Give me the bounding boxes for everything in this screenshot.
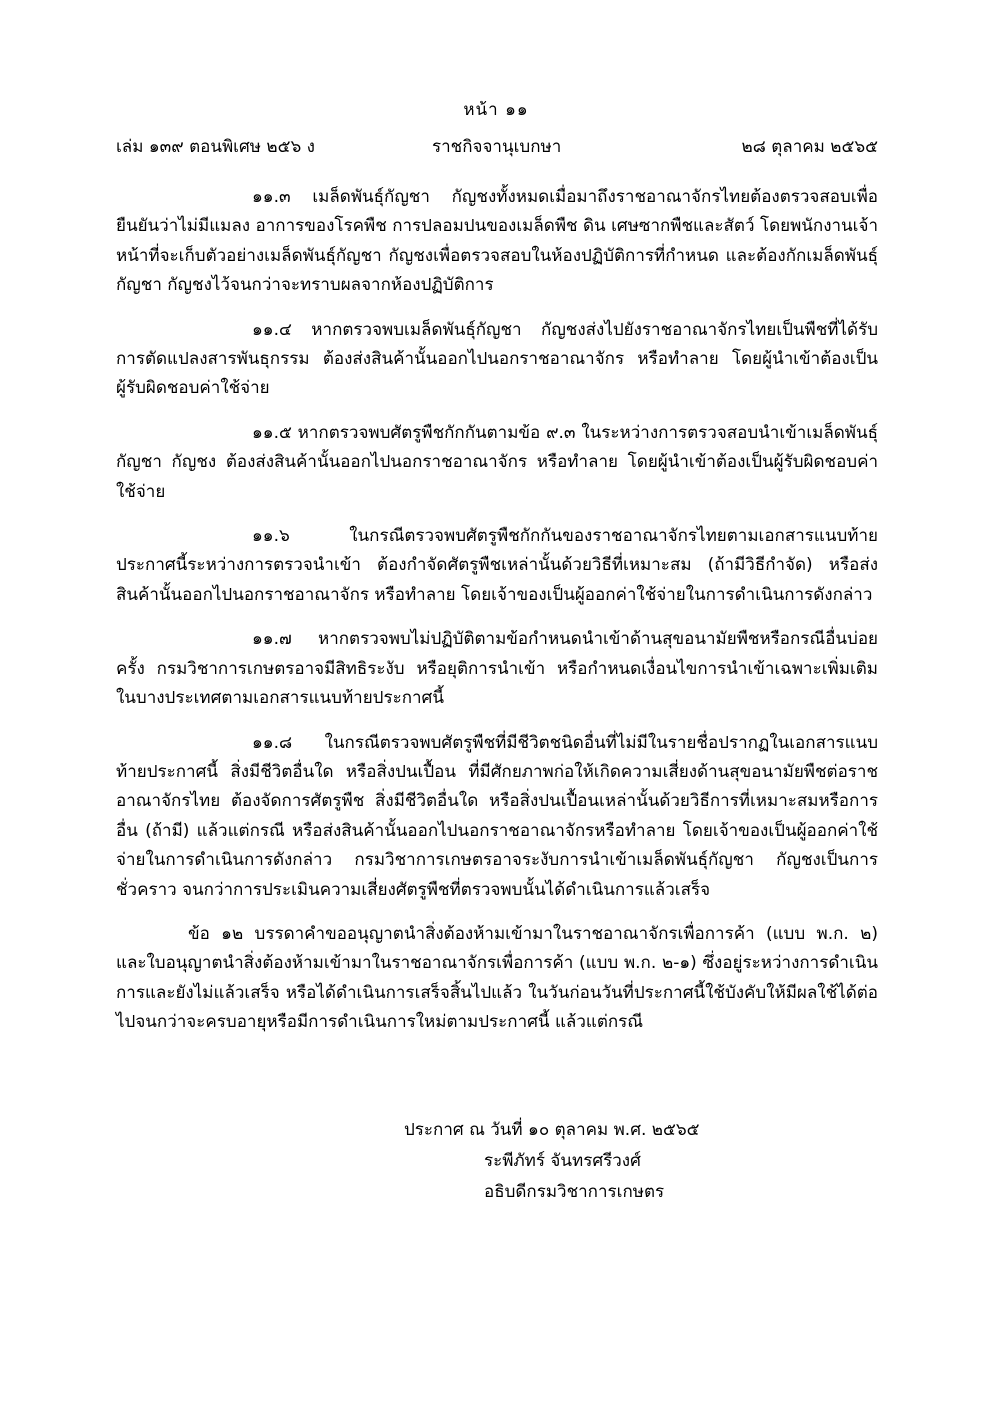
document-body	[116, 183, 878, 1038]
paragraph-11-6: ๑๑.๖ ในกรณีตรวจพบศัตรูพืชกักกันของราชอาณาจักรไทยตามเอกสารแนบท้ายประกาศนี้ระหว่างการตรวจนำเข้า ต้องกำจัดศัตรูพืชเหล่านั้นด้วยวิธีที่เหมาะสม (ถ้ามีวิธีกำจัด) หรือส่งสินค้านั้นออกไปนอกราชอาณาจักร หรือทำลาย โดยเจ้าของเป็นผู้ออกค่าใช้จ่ายในการดำเนินการดังกล่าว	[116, 526, 878, 605]
signatory-name: ระพีภัทร์ จันทรศรีวงศ์	[484, 1151, 641, 1171]
page-number: หน้า ๑๑	[463, 100, 529, 120]
gazette-name: ราชกิจจานุเบกษา	[432, 137, 562, 157]
paragraph-11-8: ๑๑.๘ ในกรณีตรวจพบศัตรูพืชที่มีชีวิตชนิดอื่นที่ไม่มีในรายชื่อปรากฏในเอกสารแนบท้ายประกาศนี้ สิ่งมีชีวิตอื่นใด หรือสิ่งปนเปื้อน ที่มีศักยภาพก่อให้เกิดความเสี่ยงด้านสุขอนามัยพืชต่อราชอาณาจักรไทย ต้องจัดการศัตรูพืช สิ่งมีชีวิตอื่นใด หรือสิ่งปนเปื้อนเหล่านั้นด้วยวิธีการที่เหมาะสมหรือการอื่น (ถ้ามี) แล้วแต่กรณี หรือส่งสินค้านั้นออกไปนอกราชอาณาจักรหรือทำลาย โดยเจ้าของเป็นผู้ออกค่าใช้จ่ายในการดำเนินการดังกล่าว กรมวิชาการเกษตรอาจระงับการนำเข้าเมล็ดพันธุ์กัญชา กัญชงเป็นการชั่วคราว จนกว่าการประเมินความเสี่ยงศัตรูพืชที่ตรวจพบนั้นได้ดำเนินการแล้วเสร็จ	[116, 732, 878, 900]
paragraph-11-4: ๑๑.๔ หากตรวจพบเมล็ดพันธุ์กัญชา กัญชงส่งไปยังราชอาณาจักรไทยเป็นพืชที่ได้รับการตัดแปลงสารพันธุกรรม ต้องส่งสินค้านั้นออกไปนอกราชอาณาจักร หรือทำลาย โดยผู้นำเข้าต้องเป็นผู้รับผิดชอบค่าใช้จ่าย	[116, 319, 878, 399]
signatory-title: อธิบดีกรมวิชาการเกษตร	[484, 1182, 665, 1202]
volume-label: เล่ม ๑๓๙ ตอนพิเศษ ๒๕๖ ง	[116, 137, 315, 157]
paragraph-11-3: ๑๑.๓ เมล็ดพันธุ์กัญชา กัญชงทั้งหมดเมื่อมาถึงราชอาณาจักรไทยต้องตรวจสอบเพื่อยืนยันว่าไม่มีแมลง อาการของโรคพืช การปลอมปนของเมล็ดพืช ดิน เศษซากพืชและสัตว์ โดยพนักงานเจ้าหน้าที่จะเก็บตัวอย่างเมล็ดพันธุ์กัญชา กัญชงเพื่อตรวจสอบในห้องปฏิบัติการที่กำหนด และต้องกักเมล็ดพันธุ์กัญชา กัญชงไว้จนกว่าจะทราบผลจากห้องปฏิบัติการ	[116, 187, 878, 296]
paragraph-11-7: ๑๑.๗ หากตรวจพบไม่ปฏิบัติตามข้อกำหนดนำเข้าด้านสุขอนามัยพืชหรือกรณีอื่นบ่อยครั้ง กรมวิชาการเกษตรอาจมีสิทธิระงับ หรือยุติการนำเข้า หรือกำหนดเงื่อนไขการนำเข้าเฉพาะเพิ่มเติมในบางประเทศตามเอกสารแนบท้ายประกาศนี้	[116, 629, 878, 709]
paragraph-11-5: ๑๑.๕ หากตรวจพบศัตรูพืชกักกันตามข้อ ๙.๓ ในระหว่างการตรวจสอบนำเข้าเมล็ดพันธุ์กัญชา กัญชง ต้องส่งสินค้านั้นออกไปนอกราชอาณาจักร หรือทำลาย โดยผู้นำเข้าต้องเป็นผู้รับผิดชอบค่าใช้จ่าย	[116, 422, 878, 502]
gazette-date: ๒๘ ตุลาคม ๒๕๖๕	[741, 137, 878, 157]
announcement-date: ประกาศ ณ วันที่ ๑๐ ตุลาคม พ.ศ. ๒๕๖๕	[404, 1120, 700, 1140]
clause-12: ข้อ ๑๒ บรรดาคำขออนุญาตนำสิ่งต้องห้ามเข้ามาในราชอาณาจักรเพื่อการค้า (แบบ พ.ก. ๒) และใบอนุญาตนำสิ่งต้องห้ามเข้ามาในราชอาณาจักรเพื่อการค้า (แบบ พ.ก. ๒-๑) ซึ่งอยู่ระหว่างการดำเนินการและยังไม่แล้วเสร็จ หรือได้ดำเนินการเสร็จสิ้นไปแล้ว ในวันก่อนวันที่ประกาศนี้ใช้บังคับให้มีผลใช้ได้ต่อไปจนกว่าจะครบอายุหรือมีการดำเนินการใหม่ตามประกาศนี้ แล้วแต่กรณี	[116, 923, 878, 1033]
